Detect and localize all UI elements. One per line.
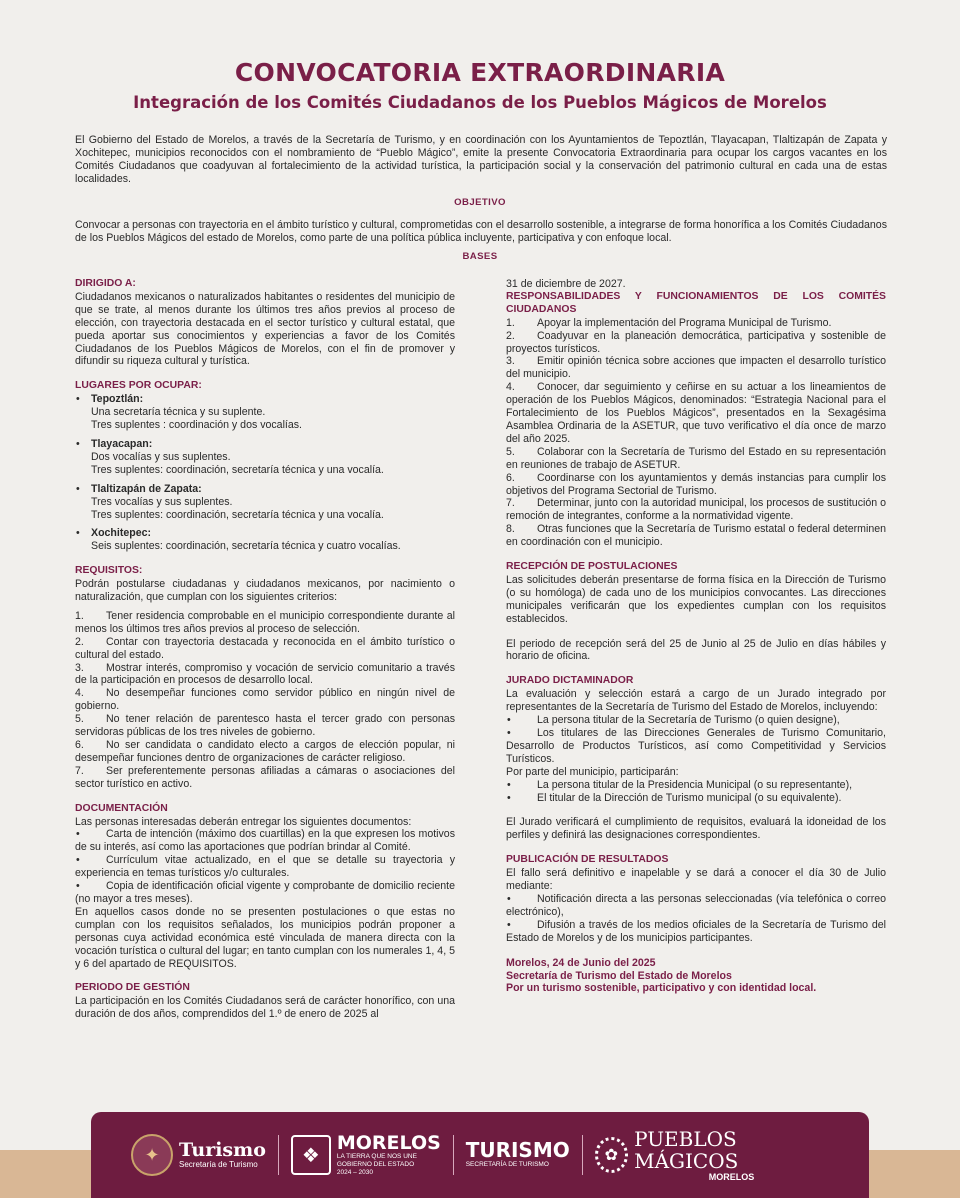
turismo-estatal-logo: TURISMO SECRETARÍA DE TURISMO — [465, 1138, 570, 1168]
recepcion-heading: RECEPCIÓN DE POSTULACIONES — [506, 561, 678, 573]
place-name: Tepoztlán: — [91, 393, 144, 406]
documentacion-heading: DOCUMENTACIÓN — [75, 802, 168, 814]
responsabilidad-item: 6. Coordinarse con los ayuntamientos y demás instancias para cumplir los objetivos del Programa Sectorial de Turismo. — [506, 471, 886, 497]
jurado-municipio-intro: Por parte del municipio, participarán: — [506, 765, 679, 778]
responsabilidades-heading: RESPONSABILIDADES Y FUNCIONAMIENTOS DE LOS COMITÉS CIUDADANOS — [506, 290, 886, 315]
responsabilidad-item: 3. Emitir opinión técnica sobre acciones que impacten el desarrollo turístico del municipio. — [506, 355, 886, 381]
recepcion-text: Las solicitudes deberán presentarse de forma física en la Dirección de Turismo (o su homóloga) de cada uno de los municipios convocantes. Las direcciones municipales verificarán que los expedientes cumplan con los requisitos establecidos. — [506, 573, 886, 625]
jurado-item: • La persona titular de la Presidencia Municipal (o su representante), — [507, 778, 853, 791]
jurado-item: • La persona titular de la Secretaría de Turismo (o quien designe), — [507, 714, 840, 727]
footer-divider — [278, 1135, 279, 1175]
documento-item: • Copia de identificación oficial vigente y comprobante de domicilio reciente (no mayor a tres meses). — [75, 880, 455, 905]
place-item: • Tlaltizapán de Zapata: Tres vocalías y sus suplentes. Tres suplentes: coordinación, secretaría técnica y una vocalía. — [75, 483, 455, 522]
requisito-item: 7. Ser preferentemente personas afiliadas a cámaras o asociaciones del sector turístico en activo. — [75, 764, 455, 790]
requisito-item: 5. No tener relación de parentesco hasta el tercer grado con personas servidoras públicas de los tres niveles de gobierno. — [75, 713, 455, 739]
dirigido-heading: DIRIGIDO A: — [75, 278, 136, 289]
place-item: • Tepoztlán: Una secretaría técnica y su suplente. Tres suplentes : coordinación y dos vocalías. — [75, 393, 455, 432]
footer-divider — [453, 1135, 454, 1175]
jurado-intro: La evaluación y selección estará a cargo de un Jurado integrado por representantes de la Secretaría de Turismo del Estado de Morelos, incluyendo: — [506, 688, 886, 714]
footer-logo-bar — [91, 1112, 869, 1198]
jurado-closing: El Jurado verificará el cumplimiento de requisitos, evaluará la idoneidad de los perfiles y definirá las designaciones correspondientes. — [506, 816, 886, 842]
dirigido-text: Ciudadanos mexicanos o naturalizados habitantes o residentes del municipio de que se trate, al menos durante los últimos tres años previos al proceso de elección, con trayectoria destacada en el sector turístico y cultural estatal, que pueda aportar sus conocimientos y experiencias a favor de los Comités Ciudadanos de los Pueblos Mágicos de Morelos, con el fin de promover y difundir su riqueza cultural y turística. — [75, 290, 455, 368]
place-line: Tres suplentes: coordinación, secretaría técnica y una vocalía. — [91, 508, 384, 521]
right-column — [506, 278, 886, 995]
pueblos-magicos-logo: ✿ PUEBLOS MÁGICOS MORELOS — [595, 1128, 829, 1182]
requisito-item: 4. No desempeñar funciones como servidor público en ningún nivel de gobierno. — [75, 687, 455, 713]
jurado-heading: JURADO DICTAMINADOR — [506, 675, 634, 687]
requisito-item: 1. Tener residencia comprobable en el municipio correspondiente durante al menos los últimos tres años previos al proceso de selección. — [75, 609, 455, 635]
requisitos-intro: Podrán postularse ciudadanas y ciudadanos mexicanos, por nacimiento o naturalización, que cumplan con los siguientes criterios: — [75, 578, 455, 604]
bases-heading: BASES — [462, 251, 498, 262]
publicacion-heading: PUBLICACIÓN DE RESULTADOS — [506, 854, 669, 866]
place-item: • Tlayacapan: Dos vocalías y sus suplentes. Tres suplentes: coordinación, secretaría técnica y una vocalía. — [75, 438, 455, 477]
jurado-item: • El titular de la Dirección de Turismo municipal (o su equivalente). — [507, 791, 842, 804]
publicacion-intro: El fallo será definitivo e inapelable y se dará a conocer el día 30 de Julio mediante: — [506, 867, 886, 893]
requisitos-heading: REQUISITOS: — [75, 565, 143, 577]
responsabilidad-item: 5. Colaborar con la Secretaría de Turismo del Estado en su representación en reuniones de trabajo de ASETUR. — [506, 445, 886, 471]
intro-paragraph: El Gobierno del Estado de Morelos, a través de la Secretaría de Turismo, y en coordinación con los Ayuntamientos de Tepoztlán, Tlayacapan, Tlaltizapán de Zapata y Xochitepec, municipios reconocidos con el nombramiento de “Pueblo Mágico”, emite la presente Convocatoria Extraordinaria para ocupar los cargos vacantes en los Comités Ciudadanos que coadyuvan al fortalecimiento de la actividad turística, la participación social y la conservación del patrimonio cultural en cada una de estas localidades. — [75, 134, 887, 185]
place-line: Tres suplentes : coordinación y dos vocalías. — [91, 419, 303, 432]
publicacion-item: • Notificación directa a las personas seleccionadas (vía telefónica o correo electrónico), — [506, 892, 886, 918]
lugares-heading: LUGARES POR OCUPAR: — [75, 380, 202, 392]
place-line: Tres vocalías y sus suplentes. — [91, 495, 233, 508]
page-subtitle: Integración de los Comités Ciudadanos de los Pueblos Mágicos de Morelos — [133, 93, 827, 112]
responsabilidad-item: 1. Apoyar la implementación del Programa Municipal de Turismo. — [506, 316, 832, 329]
periodo-continuation: 31 de diciembre de 2027. — [506, 278, 626, 290]
place-item: • Xochitepec: Seis suplentes: coordinación, secretaría técnica y cuatro vocalías. — [75, 527, 455, 553]
firma-fecha: Morelos, 24 de Junio del 2025 — [506, 956, 656, 969]
periodo-text: La participación en los Comités Ciudadanos será de carácter honorífico, con una duración de dos años, comprendidos del 1.º de enero de 2025 al — [75, 995, 455, 1021]
requisito-item: 3. Mostrar interés, compromiso y vocación de servicio comunitario a través de la participación en procesos de desarrollo local. — [75, 661, 455, 687]
documento-item: • Currículum vitae actualizado, en el que se detalle su trayectoria y experiencia en temas turísticos y/o culturales. — [75, 854, 455, 880]
eagle-seal-icon: ✦ — [131, 1134, 173, 1176]
objetivo-heading: OBJETIVO — [454, 197, 506, 208]
place-line: Una secretaría técnica y su suplente. — [91, 406, 266, 419]
firma-lema: Por un turismo sostenible, participativo y con identidad local. — [506, 982, 817, 995]
documento-item: • Carta de intención (máximo dos cuartillas) en la que expresen los motivos de su interés, así como las aportaciones que podrían brindar al Comité. — [75, 828, 455, 854]
jurado-item: • Los titulares de las Direcciones Generales de Turismo Comunitario, Desarrollo de Productos Turísticos, así como Competitividad y Servicios Turísticos. — [506, 727, 886, 765]
footer-divider — [582, 1135, 583, 1175]
firma-secretaria: Secretaría de Turismo del Estado de Morelos — [506, 969, 732, 982]
publicacion-item: • Difusión a través de los medios oficiales de la Secretaría de Turismo del Estado de Morelos y de los municipios participantes. — [506, 918, 886, 944]
responsabilidad-item: 4. Conocer, dar seguimiento y ceñirse en su actuar a los lineamientos de operación de los Pueblos Mágicos, denominados: “Estrategia Nacional para el Fortalecimiento de los Pueblos Mágicos”, presentados en la Sexagésima Asamblea Ordinaria de la ASETUR, que tuvo verificativo el día once de marzo del año 2025. — [506, 381, 886, 445]
place-name: Xochitepec: — [91, 527, 152, 540]
turismo-federal-logo: ✦ Turismo Secretaría de Turismo — [131, 1134, 266, 1176]
objetivo-text: Convocar a personas con trayectoria en el ámbito turístico y cultural, comprometidas con el desarrollo sostenible, a integrarse de forma honorífica a los Comités Ciudadanos de los Pueblos Mágicos del estado de Morelos, como parte de una política pública incluyente, participativa y con enfoque local. — [75, 219, 887, 244]
place-name: Tlaltizapán de Zapata: — [91, 482, 202, 495]
responsabilidad-item: 8. Otras funciones que la Secretaría de Turismo estatal o federal determinen en coordinación con el municipio. — [506, 523, 886, 549]
requisito-item: 6. No ser candidata o candidato electo a cargos de elección popular, ni desempeñar funciones dentro de organizaciones de carácter religioso. — [75, 739, 455, 764]
left-column — [75, 278, 455, 1021]
recepcion-periodo: El periodo de recepción será del 25 de Junio al 25 de Julio en días hábiles y horario de oficina. — [506, 637, 886, 663]
place-name: Tlayacapan: — [91, 437, 153, 450]
page-title: CONVOCATORIA EXTRAORDINARIA — [234, 58, 726, 87]
jaguar-emblem-icon: ❖ — [291, 1135, 331, 1175]
morelos-logo: ❖ MORELOS LA TIERRA QUE NOS UNE GOBIERNO DEL ESTADO 2024 – 2030 — [291, 1133, 441, 1177]
place-line: Dos vocalías y sus suplentes. — [91, 450, 231, 463]
documentacion-intro: Las personas interesadas deberán entregar los siguientes documentos: — [75, 815, 412, 828]
place-line: Tres suplentes: coordinación, secretaría técnica y una vocalía. — [91, 463, 384, 476]
responsabilidad-item: 7. Determinar, junto con la autoridad municipal, los procesos de sustitución o remoción de integrantes, conforme a la normatividad vigente. — [506, 497, 886, 523]
requisito-item: 2. Contar con trayectoria destacada y reconocida en el ámbito turístico o cultural del estado. — [75, 635, 455, 661]
flower-emblem-icon: ✿ — [595, 1137, 628, 1173]
place-line: Seis suplentes: coordinación, secretaría técnica y cuatro vocalías. — [91, 540, 401, 553]
documentacion-closing: En aquellos casos donde no se presenten postulaciones o que estas no cumplan con los requisitos señalados, los municipios podrán proponer a personas cuya actividad económica esté vinculada de manera directa con la vocación turística o cultural del lugar; en tanto cumplan con los numerales 1, 4, 5 y 6 del apartado de REQUISITOS. — [75, 905, 455, 970]
periodo-heading: PERIODO DE GESTIÓN — [75, 982, 190, 994]
responsabilidad-item: 2. Coadyuvar en la planeación democrática, participativa y sostenible de proyectos turísticos. — [506, 329, 886, 355]
